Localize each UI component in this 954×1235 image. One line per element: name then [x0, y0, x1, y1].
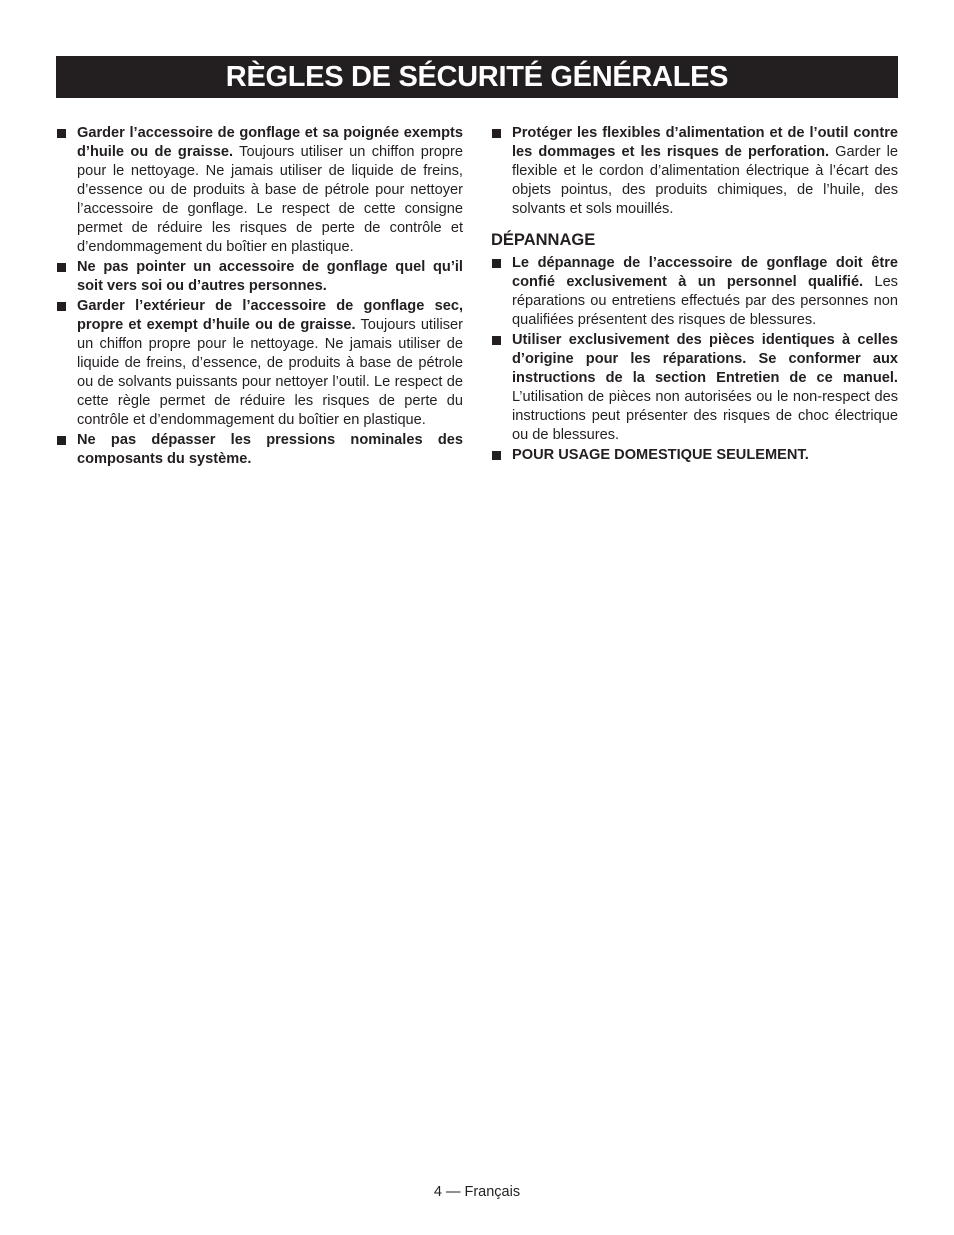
item-bold-text: Ne pas pointer un accessoire de gonflage quel qu’il soit vers soi ou d’autres personnes.	[77, 259, 463, 294]
item-text: Toujours utiliser un chiffon propre pour le nettoyage. Ne jamais utiliser de liquide de freins, d’essence ou de produits à base de pétrole pour nettoyer l’accessoire de gonflage. Le respect de cette consigne permet de réduire les risques de perte de contrôle et d’endommagement du boîtier en plastique.	[77, 144, 463, 255]
item-text: Les réparations ou entretiens effectués par des personnes non qualifiées présentent des risques de blessures.	[512, 274, 898, 328]
square-bullet-icon	[57, 436, 66, 445]
page-footer: 4 — Français	[433, 1184, 521, 1200]
item-bold-text: Utiliser exclusivement des pièces identiques à celles d’origine pour les réparations. Se conformer aux instructions de la section Entretien de ce manuel.	[512, 332, 898, 386]
item-text: Garder le flexible et le cordon d’alimentation électrique à l’écart des objets pointus, des produits chimiques, de l’huile, des solvants et sols mouillés.	[512, 144, 898, 217]
item-text: Toujours utiliser un chiffon propre pour le nettoyage. Ne jamais utiliser de liquide de freins, d’essence, de produits à base de pétrole ou de solvants puissants pour nettoyer l’outil. Le respect de cette règle permet de réduire les risques de perte du contrôle et d’endommagement du boîtier en plastique.	[77, 317, 463, 428]
list-item	[491, 446, 898, 465]
square-bullet-icon	[57, 129, 66, 138]
item-text: L’utilisation de pièces non autorisées ou le non-respect des instructions peut présenter des risques de choc électrique ou de blessures.	[512, 389, 898, 443]
list-item	[491, 254, 898, 330]
square-bullet-icon	[492, 336, 501, 345]
item-bold-text: Garder l’accessoire de gonflage et sa poignée exempts d’huile ou de graisse.	[77, 125, 463, 160]
list-item	[56, 258, 463, 296]
safety-list-left	[56, 124, 463, 469]
item-bold-text: Ne pas dépasser les pressions nominales des composants du système.	[77, 432, 463, 467]
square-bullet-icon	[57, 302, 66, 311]
safety-list-right	[491, 124, 898, 219]
item-bold-text: Garder l’extérieur de l’accessoire de gonflage sec, propre et exempt d’huile ou de graisse.	[77, 298, 463, 333]
item-bold-text: Protéger les flexibles d’alimentation et de l’outil contre les dommages et les risques de perforation.	[512, 125, 898, 160]
square-bullet-icon	[492, 129, 501, 138]
square-bullet-icon	[57, 263, 66, 272]
right-column	[491, 124, 898, 466]
list-item	[491, 124, 898, 219]
troubleshooting-list	[491, 254, 898, 465]
list-item	[491, 331, 898, 445]
item-bold-text: Le dépannage de l’accessoire de gonflage doit être confié exclusivement à un personnel qualifié.	[512, 255, 898, 290]
list-item	[56, 124, 463, 257]
section-heading: DÉPANNAGE	[491, 231, 596, 249]
list-item	[56, 431, 463, 469]
square-bullet-icon	[492, 451, 501, 460]
title-banner	[56, 56, 898, 98]
page-title: RÈGLES DE SÉCURITÉ GÉNÉRALES	[225, 60, 729, 93]
list-item	[56, 297, 463, 430]
left-column	[56, 124, 463, 470]
item-bold-text: POUR USAGE DOMESTIQUE SEULEMENT.	[512, 447, 809, 463]
square-bullet-icon	[492, 259, 501, 268]
